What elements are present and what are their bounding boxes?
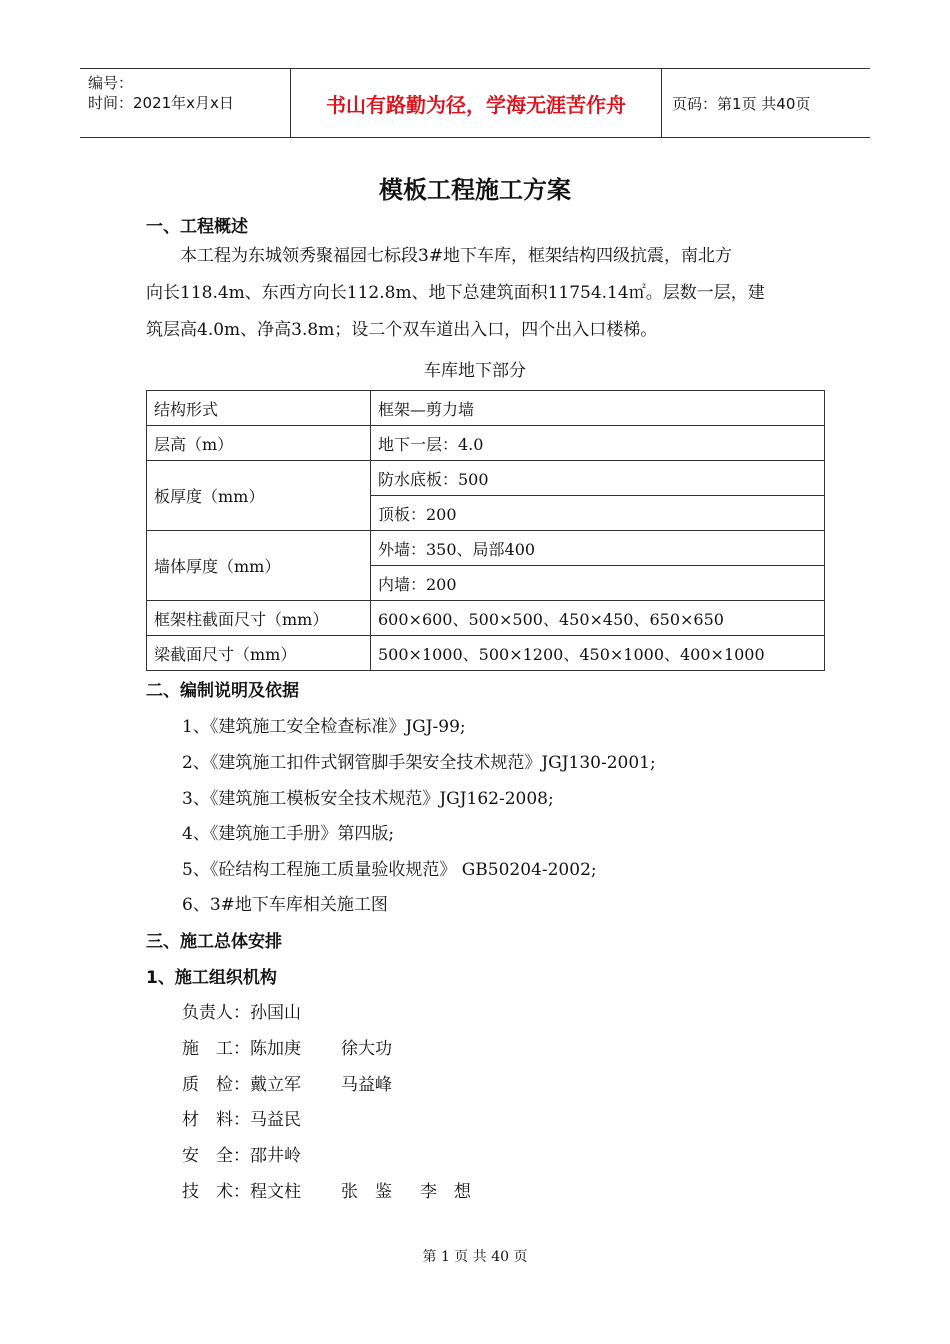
header-page-info: 页码：第1页 共40页 <box>672 94 811 113</box>
section3-heading: 三、施工总体安排 <box>146 932 282 952</box>
reference-item: 6、3#地下车库相关施工图 <box>182 895 388 915</box>
staff-role: 技 术： <box>182 1182 250 1202</box>
table-key: 层高（m） <box>147 426 371 461</box>
para-line: 本工程为东城领秀聚福园七标段3#地下车库，框架结构四级抗震，南北方 <box>180 246 733 266</box>
table-key: 梁截面尺寸（mm） <box>147 636 371 671</box>
table-value: 外墙：350、局部400 <box>371 531 825 566</box>
staff-role: 负责人： <box>182 1003 250 1023</box>
table-row <box>147 601 825 636</box>
staff-row <box>182 1105 301 1130</box>
reference-item: 1、《建筑施工安全检查标准》JGJ-99; <box>182 717 466 737</box>
number-label: 编号： <box>88 74 134 92</box>
table-value: 500×1000、500×1200、450×1000、400×1000 <box>371 636 825 671</box>
reference-item: 5、《砼结构工程施工质量验收规范》 GB50204-2002; <box>182 860 597 880</box>
staff-name: 张 鉴 <box>341 1182 392 1202</box>
section1-heading: 一、工程概述 <box>146 217 248 237</box>
staff-name: 戴立军 <box>250 1075 301 1095</box>
table-row <box>147 426 825 461</box>
page-header <box>80 68 870 138</box>
staff-role: 材 料： <box>182 1110 250 1130</box>
table-row <box>147 461 825 496</box>
staff-row <box>182 1141 301 1166</box>
staff-name: 邵井岭 <box>250 1146 301 1166</box>
page-footer: 第 1 页 共 40 页 <box>422 1249 528 1265</box>
table-row <box>147 636 825 671</box>
section3-subheading: 1、施工组织机构 <box>146 968 277 988</box>
staff-role: 安 全： <box>182 1146 250 1166</box>
reference-item: 3、《建筑施工模板安全技术规范》JGJ162-2008; <box>182 789 554 809</box>
staff-role: 质 检： <box>182 1075 250 1095</box>
header-meta <box>80 69 290 137</box>
time-label: 时间：2021年x月x日 <box>88 94 234 112</box>
staff-row <box>182 998 301 1023</box>
reference-item: 2、《建筑施工扣件式钢管脚手架安全技术规范》JGJ130-2001; <box>182 753 656 773</box>
staff-name: 李 想 <box>420 1182 471 1202</box>
table-caption: 车库地下部分 <box>424 361 526 381</box>
staff-row <box>182 1070 392 1095</box>
table-row <box>147 531 825 566</box>
para-line: 向长118.4m、东西方向长112.8m、地下总建筑面积11754.14㎡。层数一层，建 <box>146 283 765 303</box>
para-line: 筑层高4.0m、净高3.8m；设二个双车道出入口，四个出入口楼梯。 <box>146 320 658 340</box>
table-key: 墙体厚度（mm） <box>147 531 371 601</box>
staff-role: 施 工： <box>182 1039 250 1059</box>
table-value: 地下一层：4.0 <box>371 426 825 461</box>
garage-spec-table <box>146 390 825 671</box>
reference-item: 4、《建筑施工手册》第四版; <box>182 824 395 844</box>
section1-paragraph <box>146 238 816 349</box>
section2-heading: 二、编制说明及依据 <box>146 681 299 701</box>
table-key: 板厚度（mm） <box>147 461 371 531</box>
staff-row <box>182 1034 392 1059</box>
staff-name: 马益民 <box>250 1110 301 1130</box>
staff-row <box>182 1177 471 1202</box>
staff-name: 孙国山 <box>250 1003 301 1023</box>
table-value: 框架—剪力墙 <box>371 391 825 426</box>
table-value: 600×600、500×500、450×450、650×650 <box>371 601 825 636</box>
header-motto: 书山有路勤为径，学海无涯苦作舟 <box>290 69 662 137</box>
table-value: 顶板：200 <box>371 496 825 531</box>
table-key: 结构形式 <box>147 391 371 426</box>
document-title: 模板工程施工方案 <box>379 176 571 204</box>
table-key: 框架柱截面尺寸（mm） <box>147 601 371 636</box>
staff-name: 陈加庚 <box>250 1039 301 1059</box>
table-row <box>147 391 825 426</box>
staff-name: 徐大功 <box>341 1039 392 1059</box>
staff-name: 程文柱 <box>250 1182 301 1202</box>
table-value: 防水底板：500 <box>371 461 825 496</box>
table-value: 内墙：200 <box>371 566 825 601</box>
staff-name: 马益峰 <box>341 1075 392 1095</box>
